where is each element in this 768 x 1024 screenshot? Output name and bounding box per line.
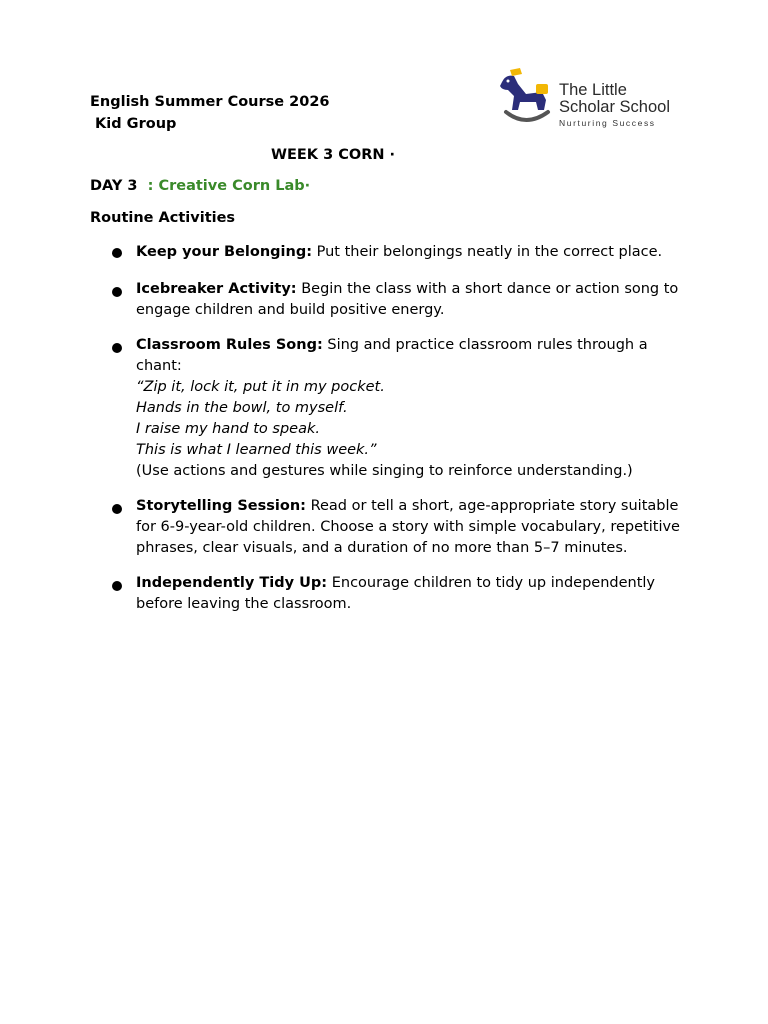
activity-title: Keep your Belonging:	[136, 244, 313, 260]
activity-title: Storytelling Session:	[136, 498, 306, 514]
day-heading	[90, 176, 310, 196]
bullet-icon	[112, 504, 122, 514]
bullet-icon	[112, 287, 122, 297]
logo-school-name	[559, 82, 670, 116]
logo-name-line-1: The Little	[559, 81, 627, 99]
course-title: English Summer Course 2026	[90, 94, 330, 110]
week-title: WEEK 3 CORN ·	[271, 147, 396, 163]
activity-title: Classroom Rules Song:	[136, 337, 323, 353]
chant-line: This is what I learned this week.”	[136, 442, 377, 458]
activity-note: (Use actions and gestures while singing to reinforce understanding.)	[136, 463, 633, 479]
section-title: Routine Activities	[90, 210, 236, 226]
activity-title: Independently Tidy Up:	[136, 575, 328, 591]
activity-text: Begin the class with a short dance or action song to engage children and build positive energy.	[136, 281, 679, 318]
logo-tagline: Nurturing Success	[559, 118, 656, 128]
rocking-horse-logo-icon	[496, 66, 558, 130]
group-title: Kid Group	[90, 116, 177, 132]
list-item	[112, 279, 692, 321]
activity-list	[112, 240, 692, 629]
bullet-icon	[112, 581, 122, 591]
list-item	[112, 335, 692, 482]
school-logo	[496, 66, 676, 130]
activity-text: Put their belongings neatly in the correct place.	[312, 244, 663, 260]
activity-text: Read or tell a short, age-appropriate story suitable for 6-9-year-old children. Choose a story with simple vocabulary, repetitive phrases, clear visuals, and a duration of no more than 5–7 minutes.	[136, 498, 680, 556]
list-item	[112, 240, 692, 265]
logo-name-line-2: Scholar School	[559, 98, 670, 116]
chant-line: Hands in the bowl, to myself.	[136, 400, 348, 416]
list-item	[112, 496, 692, 559]
chant-line: I raise my hand to speak.	[136, 421, 320, 437]
activity-text: Encourage children to tidy up independently before leaving the classroom.	[136, 575, 656, 612]
day-topic: : Creative Corn Lab·	[147, 178, 311, 194]
chant-line: “Zip it, lock it, put it in my pocket.	[136, 379, 385, 395]
activity-text: Sing and practice classroom rules through a chant:	[136, 337, 648, 374]
activity-title: Icebreaker Activity:	[136, 281, 297, 297]
day-label: DAY 3	[90, 178, 148, 194]
bullet-icon	[112, 248, 122, 258]
bullet-icon	[112, 343, 122, 353]
list-item	[112, 573, 692, 615]
